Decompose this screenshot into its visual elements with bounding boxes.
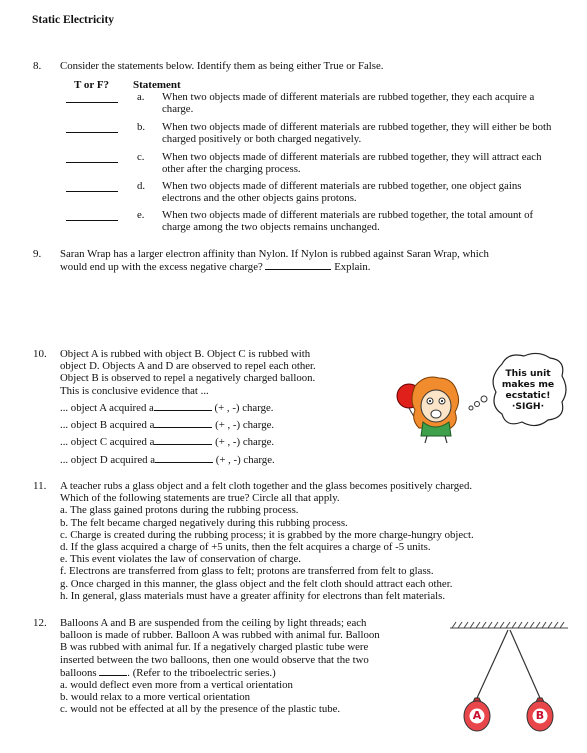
charge-choice[interactable]: (+ , -) charge. — [215, 419, 275, 432]
balloon-b-label: B — [535, 709, 545, 722]
answer-lead: ... object C acquired a — [60, 436, 155, 449]
bubble-line: ·SIGH· — [511, 401, 545, 412]
q12-line: inserted between the two balloons, then one would observe that the two — [60, 653, 369, 666]
q12-answer-blank[interactable] — [99, 666, 127, 676]
q11-option-g[interactable]: g. Once charged in this manner, the glass object and the felt cloth should attract each other. — [60, 577, 453, 590]
balloon-a-label: A — [472, 709, 482, 722]
bubble-sigh: SIGH — [515, 401, 541, 412]
page-title: Static Electricity — [32, 14, 115, 26]
tf-answer-blank[interactable] — [66, 151, 118, 163]
q10-line: This is conclusive evidence that ... — [60, 384, 209, 397]
bubble-line: makes me — [501, 379, 555, 390]
q10-answer-b — [60, 418, 275, 431]
q11-line: A teacher rubs a glass object and a felt cloth together and the glass becomes positively charged. — [60, 480, 473, 492]
q9-line1: Saran Wrap has a larger electron affinity than Nylon. If Nylon is rubbed against Saran Wrap, which — [60, 248, 489, 260]
q9-explain-label: Explain. — [334, 261, 371, 273]
hanging-balloons-diagram — [448, 618, 572, 736]
q12-hint: . (Refer to the triboelectric series.) — [127, 666, 276, 679]
item-letter: d. — [137, 180, 146, 192]
answer-lead: ... object A acquired a — [60, 402, 154, 414]
answer-lead: ... object B acquired a — [60, 419, 155, 432]
item-text: When two objects made of different materials are rubbed together, they will attract each other after the charging process. — [162, 151, 542, 176]
q12-option-a[interactable]: a. would deflect even more from a vertical orientation — [60, 679, 293, 692]
q10-answer-c — [60, 435, 275, 448]
q11-option-a[interactable]: a. The glass gained protons during the rubbing process. — [60, 504, 299, 517]
item-letter: c. — [137, 151, 145, 163]
q10-number: 10. — [33, 348, 47, 360]
q8-number: 8. — [33, 60, 42, 72]
q9-question-text: would end up with the excess negative charge? — [60, 261, 263, 273]
q9-answer-blank[interactable] — [265, 260, 331, 270]
q12-line: B was rubbed with animal fur. If a negatively charged plastic tube were — [60, 641, 369, 654]
tf-answer-blank[interactable] — [66, 180, 118, 192]
q11-line: Which of the following statements are true? Circle all that apply. — [60, 492, 340, 505]
q8-col-statement: Statement — [133, 79, 181, 91]
q11-option-c[interactable]: c. Charge is created during the rubbing process; it is grabbed by the more charge-hungry object. — [60, 528, 474, 541]
answer-blank[interactable] — [154, 401, 212, 411]
q12-line: Balloons A and B are suspended from the ceiling by light threads; each — [60, 617, 367, 629]
q12-balloons-label: balloons — [60, 666, 97, 679]
tf-answer-blank[interactable] — [66, 91, 118, 103]
item-text: When two objects made of different materials are rubbed together, one object gains electrons and the other objects gains protons. — [162, 180, 522, 205]
q10-answer-d — [60, 453, 275, 466]
item-letter: e. — [137, 209, 145, 221]
answer-blank[interactable] — [154, 435, 212, 445]
tf-answer-blank[interactable] — [66, 121, 118, 133]
thought-dots-icon — [468, 395, 488, 411]
cartoon-character-icon — [395, 372, 467, 444]
bubble-line: This unit — [505, 368, 551, 379]
q11-option-b[interactable]: b. The felt became charged negatively during this rubbing process. — [60, 516, 348, 529]
charge-choice[interactable]: (+ , -) charge. — [215, 453, 275, 466]
q12-line — [60, 666, 380, 679]
q9-number: 9. — [33, 248, 42, 260]
q11-option-h[interactable]: h. In general, glass materials must have a greater affinity for electrons than felt materials. — [60, 589, 446, 602]
q8-prompt: Consider the statements below. Identify them as being either True or False. — [60, 60, 384, 72]
q12-number: 12. — [33, 617, 47, 629]
q12-option-c[interactable]: c. would not be effected at all by the presence of the plastic tube. — [60, 703, 341, 716]
q11-option-d[interactable]: d. If the glass acquired a charge of +5 units, then the felt acquires a charge of -5 units. — [60, 541, 431, 554]
q9-line2 — [60, 260, 370, 274]
tf-answer-blank[interactable] — [66, 209, 118, 221]
q11-option-f[interactable]: f. Electrons are transferred from glass to felt; protons are transferred from felt to glass. — [60, 565, 434, 578]
q10-line: Object A is rubbed with object B. Object C is rubbed with — [60, 348, 311, 360]
charge-choice[interactable]: (+ , -) charge. — [215, 436, 275, 449]
thread-b — [510, 630, 540, 698]
bubble-line: ecstatic! — [505, 390, 551, 401]
answer-blank[interactable] — [155, 453, 213, 463]
answer-blank[interactable] — [154, 418, 212, 428]
q10-line: Object B is observed to repel a negatively charged balloon. — [60, 372, 316, 385]
q12-line: balloon is made of rubber. Balloon A was rubbed with animal fur. Balloon — [60, 629, 380, 642]
charge-choice[interactable]: (+ , -) charge. — [214, 402, 274, 414]
q8-col-tf: T or F? — [74, 79, 110, 91]
q10-answers — [60, 401, 275, 466]
q10-text — [60, 348, 316, 397]
q12-text — [60, 617, 380, 716]
item-letter: a. — [137, 91, 145, 103]
item-text: When two objects made of different materials are rubbed together, they will either be both charged positively or both charged negatively. — [162, 121, 552, 146]
ceiling-hatch — [450, 622, 568, 628]
q12-option-b[interactable]: b. would relax to a more vertical orientation — [60, 691, 251, 704]
item-text: When two objects made of different materials are rubbed together, they each acquire a charge. — [162, 91, 535, 116]
q10-line: object D. Objects A and D are observed to repel each other. — [60, 360, 316, 373]
q10-answer-a — [60, 401, 275, 414]
item-text: When two objects made of different materials are rubbed together, the total amount of charge among the two objects remains unchanged. — [162, 209, 534, 234]
answer-lead: ... object D acquired a — [60, 453, 156, 466]
q11-text — [60, 480, 474, 602]
q11-option-e[interactable]: e. This event violates the law of conservation of charge. — [60, 553, 301, 566]
thought-bubble-text — [496, 368, 560, 412]
item-letter: b. — [137, 121, 146, 133]
thread-a — [477, 630, 508, 698]
q11-number: 11. — [33, 480, 47, 492]
